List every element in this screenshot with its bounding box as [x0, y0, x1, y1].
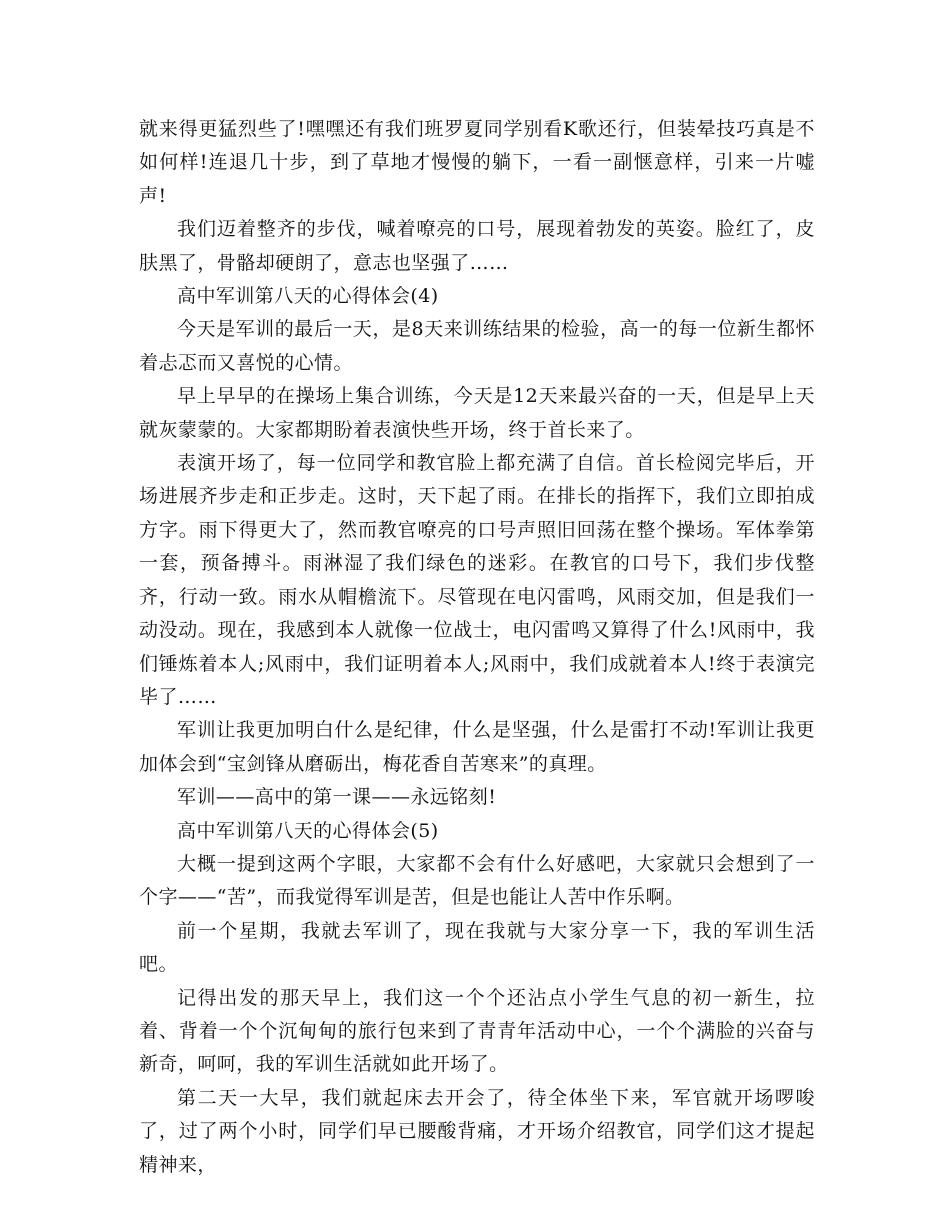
paragraph: 大概一提到这两个字眼，大家都不会有什么好感吧，大家就只会想到了一个字——“苦”，而我觉得军训是苦，但是也能让人苦中作乐啊。	[139, 852, 815, 909]
paragraph: 表演开场了，每一位同学和教官脸上都充满了自信。首长检阅完毕后，开场进展齐步走和正步走。这时，天下起了雨。在排长的指挥下，我们立即拍成方字。雨下得更大了，然而教官嘹亮的口号声照旧回荡在整个操场。军体拳第一套，预备搏斗。雨淋湿了我们绿色的迷彩。在教官的口号下，我们步伐整齐，行动一致。雨水从帽檐流下。尽管现在电闪雷鸣，风雨交加，但是我们一动没动。现在，我感到本人就像一位战士，电闪雷鸣又算得了什么!风雨中，我们锤炼着本人;风雨中，我们证明着本人;风雨中，我们成就着本人!终于表演完毕了……	[139, 452, 815, 708]
paragraph: 我们迈着整齐的步伐，喊着嘹亮的口号，展现着勃发的英姿。脸红了，皮肤黑了，骨骼却硬朗了，意志也坚强了……	[139, 218, 815, 274]
paragraph: 前一个星期，我就去军训了，现在我就与大家分享一下，我的军训生活吧。	[139, 919, 815, 976]
paragraph: 记得出发的那天早上，我们这一个个还沾点小学生气息的初一新生，拉着、背着一个个沉甸甸的旅行包来到了青青年活动中心，一个个满脸的兴奋与新奇，呵呵，我的军训生活就如此开场了。	[139, 986, 815, 1076]
paragraph: 今天是军训的最后一天，是8天来训练结果的检验，高一的每一位新生都怀着忐忑而又喜悦的心情。	[139, 318, 815, 374]
paragraph-continuation: 就来得更猛烈些了!嘿嘿还有我们班罗夏同学别看K歌还行，但装晕技巧真是不如何样!连退几十步，到了草地才慢慢的躺下，一看一副惬意样，引来一片嘘声!	[139, 118, 815, 207]
section-heading: 高中军训第八天的心得体会(4)	[177, 285, 439, 308]
document-body	[139, 113, 815, 1182]
paragraph: 军训——高中的第一课——永远铭刻!	[177, 786, 497, 809]
section-heading: 高中军训第八天的心得体会(5)	[177, 819, 439, 842]
paragraph: 军训让我更加明白什么是纪律，什么是坚强，什么是雷打不动!军训让我更加体会到“宝剑锋从磨砺出，梅花香自苦寒来”的真理。	[139, 719, 815, 775]
paragraph: 早上早早的在操场上集合训练，今天是12天来最兴奋的一天，但是早上天就灰蒙蒙的。大家都期盼着表演快些开场，终于首长来了。	[139, 385, 815, 441]
paragraph: 第二天一大早，我们就起床去开会了，待全体坐下来，军官就开场啰唆了，过了两个小时，同学们早已腰酸背痛，才开场介绍教官，同学们这才提起精神来，	[139, 1086, 815, 1176]
